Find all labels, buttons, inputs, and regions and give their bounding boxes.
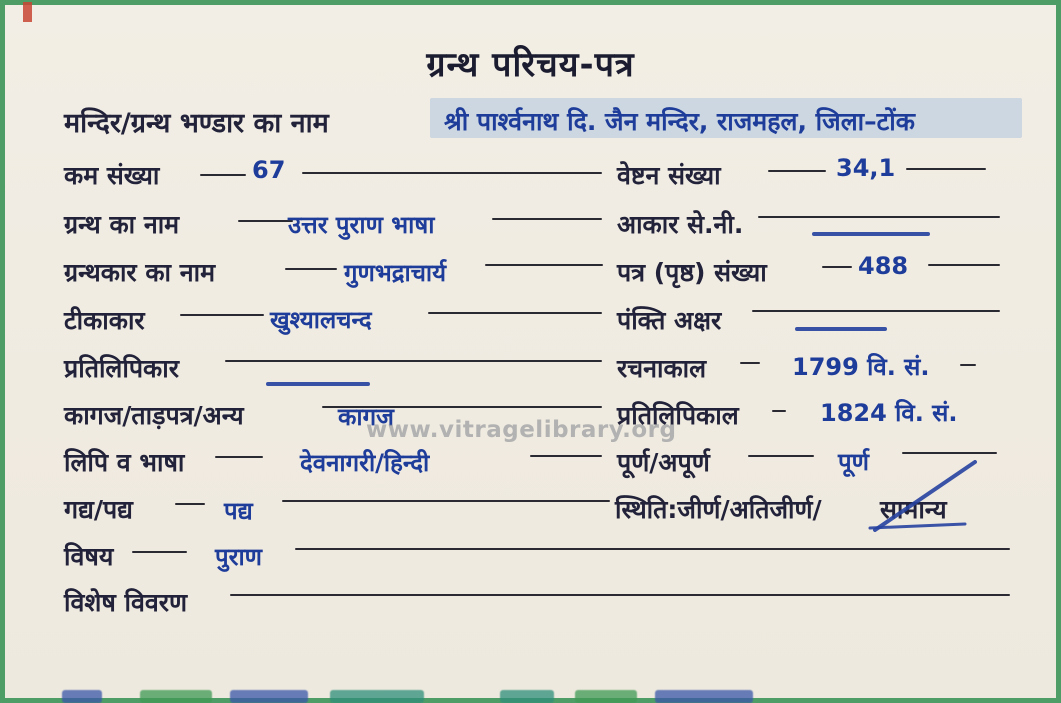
field-label-granth-name: ग्रन्थ का नाम bbox=[64, 210, 180, 239]
rule-line bbox=[752, 310, 1000, 312]
rule-line bbox=[282, 500, 610, 502]
field-value-material: कागज bbox=[338, 403, 394, 431]
field-label-condition: स्थिति:जीर्ण/अतिजीर्ण/ bbox=[615, 495, 822, 524]
rule-line bbox=[215, 456, 263, 458]
field-value-author: गुणभद्राचार्य bbox=[344, 259, 447, 287]
field-value-copy-era: 1824 वि. सं. bbox=[820, 399, 958, 427]
field-value-leaf-count: 488 bbox=[858, 252, 909, 280]
field-label-scribe: प्रतिलिपिकार bbox=[64, 354, 179, 383]
field-label-script-language: लिपि व भाषा bbox=[64, 448, 185, 477]
field-label-serial-no: कम संख्या bbox=[64, 161, 160, 190]
rule-line bbox=[230, 594, 1010, 596]
field-label-author: ग्रन्थकार का नाम bbox=[64, 258, 216, 287]
field-label-copy-era: प्रतिलिपिकाल bbox=[617, 401, 739, 430]
check-mark bbox=[845, 458, 1015, 538]
pen-dash-scribe bbox=[266, 382, 370, 386]
rule-line bbox=[906, 168, 986, 170]
rule-line bbox=[428, 312, 602, 314]
pen-dash-line-letters bbox=[795, 327, 887, 331]
rule-line bbox=[960, 364, 976, 366]
rule-line bbox=[225, 360, 602, 362]
field-value-prose-verse: पद्य bbox=[224, 497, 253, 525]
rule-line bbox=[175, 503, 205, 505]
field-value-temple-name: श्री पार्श्वनाथ दि. जैन मन्दिर, राजमहल, जिला–टोंक bbox=[444, 107, 915, 136]
rule-line bbox=[772, 410, 786, 412]
field-label-composition-era: रचनाकाल bbox=[617, 354, 707, 383]
field-value-composition-era: 1799 वि. सं. bbox=[792, 353, 930, 381]
field-value-granth-name: उत्तर पुराण भाषा bbox=[288, 211, 435, 239]
rule-line bbox=[758, 216, 1000, 218]
field-label-line-letters: पंक्ति अक्षर bbox=[617, 306, 722, 335]
field-condition-checked-option: सामान्य bbox=[880, 495, 947, 524]
field-value-subject: पुराण bbox=[215, 543, 263, 571]
field-value-serial-no: 67 bbox=[252, 156, 286, 184]
rule-line bbox=[285, 268, 337, 270]
rule-line bbox=[492, 218, 602, 220]
rule-line bbox=[485, 264, 603, 266]
field-label-material: कागज/ताड़पत्र/अन्य bbox=[64, 401, 244, 430]
rule-line bbox=[302, 172, 602, 174]
rule-line bbox=[238, 220, 293, 222]
pen-dash-size bbox=[812, 232, 930, 236]
rule-line bbox=[132, 551, 187, 553]
rule-line bbox=[822, 266, 852, 268]
field-value-commentator: खुश्यालचन्द bbox=[270, 306, 372, 334]
rule-line bbox=[768, 170, 826, 172]
rule-line bbox=[200, 174, 246, 176]
rule-line bbox=[902, 452, 997, 454]
field-label-commentator: टीकाकार bbox=[64, 306, 145, 335]
field-value-completeness: पूर्ण bbox=[838, 448, 869, 476]
field-label-temple-name: मन्दिर/ग्रन्थ भण्डार का नाम bbox=[64, 108, 329, 139]
field-label-subject: विषय bbox=[64, 542, 114, 571]
rule-line bbox=[295, 548, 1010, 550]
field-value-script-language: देवनागरी/हिन्दी bbox=[300, 449, 430, 477]
rule-line bbox=[530, 455, 602, 457]
field-label-leaf-count: पत्र (पृष्ठ) संख्या bbox=[617, 258, 767, 287]
field-label-prose-verse: गद्य/पद्य bbox=[64, 495, 133, 524]
red-ink-mark bbox=[23, 2, 32, 22]
rule-line bbox=[740, 362, 760, 364]
rule-line bbox=[748, 455, 814, 457]
rule-line bbox=[928, 264, 1000, 266]
field-label-bundle-no: वेष्टन संख्या bbox=[617, 161, 721, 190]
field-label-size-cm: आकार से.नी. bbox=[617, 210, 744, 239]
watermark: www.vitragelibrary.org bbox=[366, 417, 677, 443]
field-label-special-details: विशेष विवरण bbox=[64, 588, 188, 617]
page-title: ग्रन्थ परिचय-पत्र bbox=[426, 45, 635, 85]
field-label-completeness: पूर्ण/अपूर्ण bbox=[617, 448, 710, 477]
field-value-bundle-no: 34,1 bbox=[836, 154, 896, 182]
rule-line bbox=[180, 314, 264, 316]
